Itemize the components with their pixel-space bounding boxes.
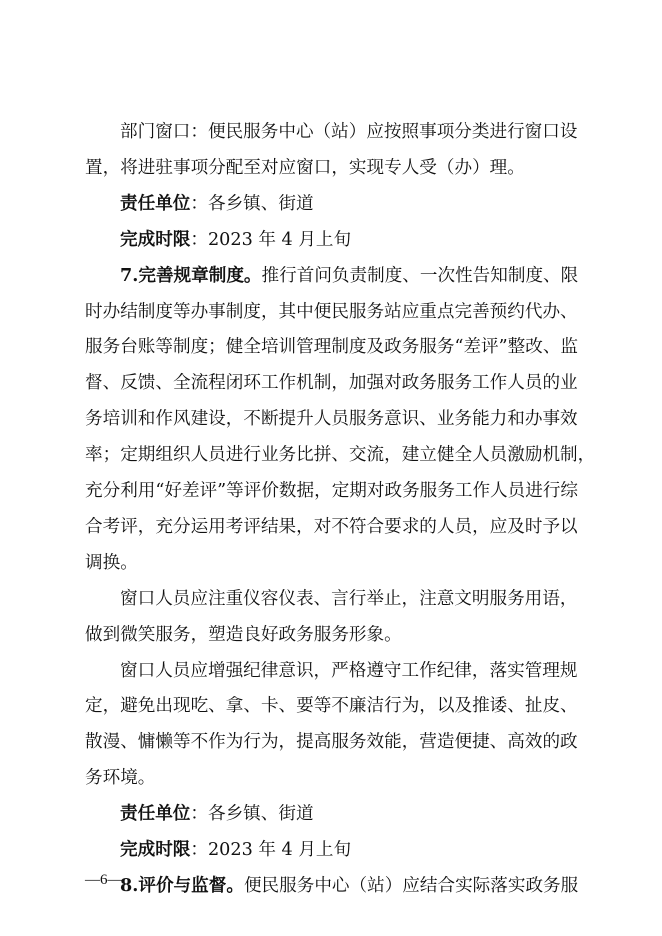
deadline-line — [120, 839, 577, 861]
deadline-label: 完成时限 — [120, 839, 191, 860]
responsible-unit-value: ：各乡镇、街道 — [190, 193, 314, 214]
paragraph-line: 定，避免出现吃、拿、卡、要等不廉洁行为，以及推诿、扯皮、 — [85, 696, 578, 717]
paragraph-line: 窗口人员应增强纪律意识，严格遵守工作纪律，落实管理规 — [120, 660, 578, 681]
deadline-line — [120, 229, 577, 251]
paragraph-line: 时办结制度等办事制度，其中便民服务站应重点完善预约代办、 — [85, 301, 578, 322]
paragraph-line: 服务台账等制度；健全培训管理制度及政务服务“差评”整改、监 — [85, 337, 579, 358]
paragraph-line: 充分利用“好差评”等评价数据，定期对政务服务工作人员进行综 — [85, 481, 579, 501]
section-heading-line — [120, 265, 577, 287]
paragraph-line: 务环境。 — [85, 768, 156, 789]
paragraph-line: 散漫、慵懒等不作为行为，提高服务效能，营造便捷、高效的政 — [85, 732, 578, 753]
section-heading-line — [120, 875, 577, 897]
paragraph-line: 督、反馈、全流程闭环工作机制，加强对政务服务工作人员的业 — [85, 373, 578, 394]
paragraph-line: 合考评，充分运用考评结果，对不符合要求的人员，应及时予以 — [85, 516, 578, 537]
paragraph-line: 务培训和作风建设，不断提升人员服务意识、业务能力和办事效 — [85, 409, 578, 430]
section-heading: 7.完善规章制度。 — [120, 264, 262, 286]
paragraph-line: 调换。 — [85, 552, 138, 573]
deadline-value: ：2023 年 4 月上旬 — [190, 229, 352, 250]
responsible-unit-label: 责任单位 — [120, 803, 191, 825]
section-text: 推行首问负责制度、一次性告知制度、限 — [261, 265, 579, 286]
paragraph-line: 窗口人员应注重仪容仪表、言行举止，注意文明服务用语， — [120, 588, 578, 609]
section-heading: 8.评价与监督。 — [120, 874, 244, 896]
responsible-unit-label: 责任单位 — [120, 192, 191, 214]
responsible-unit-line — [120, 193, 577, 215]
paragraph-line: 置，将进驻事项分配至对应窗口，实现专人受（办）理。 — [85, 157, 525, 178]
section-text: 便民服务中心（站）应结合实际落实政务服 — [243, 875, 579, 896]
paragraph-line: 率；定期组织人员进行业务比拼、交流，建立健全人员激励机制， — [85, 445, 596, 466]
responsible-unit-line — [120, 803, 577, 825]
paragraph-line: 部门窗口：便民服务中心（站）应按照事项分类进行窗口设 — [120, 122, 578, 142]
deadline-label: 完成时限 — [120, 228, 191, 250]
deadline-value: ：2023 年 4 月上旬 — [190, 840, 352, 860]
responsible-unit-value: ：各乡镇、街道 — [190, 804, 314, 825]
page-number: —6— — [85, 872, 123, 888]
paragraph-line: 做到微笑服务，塑造良好政务服务形象。 — [85, 624, 402, 645]
